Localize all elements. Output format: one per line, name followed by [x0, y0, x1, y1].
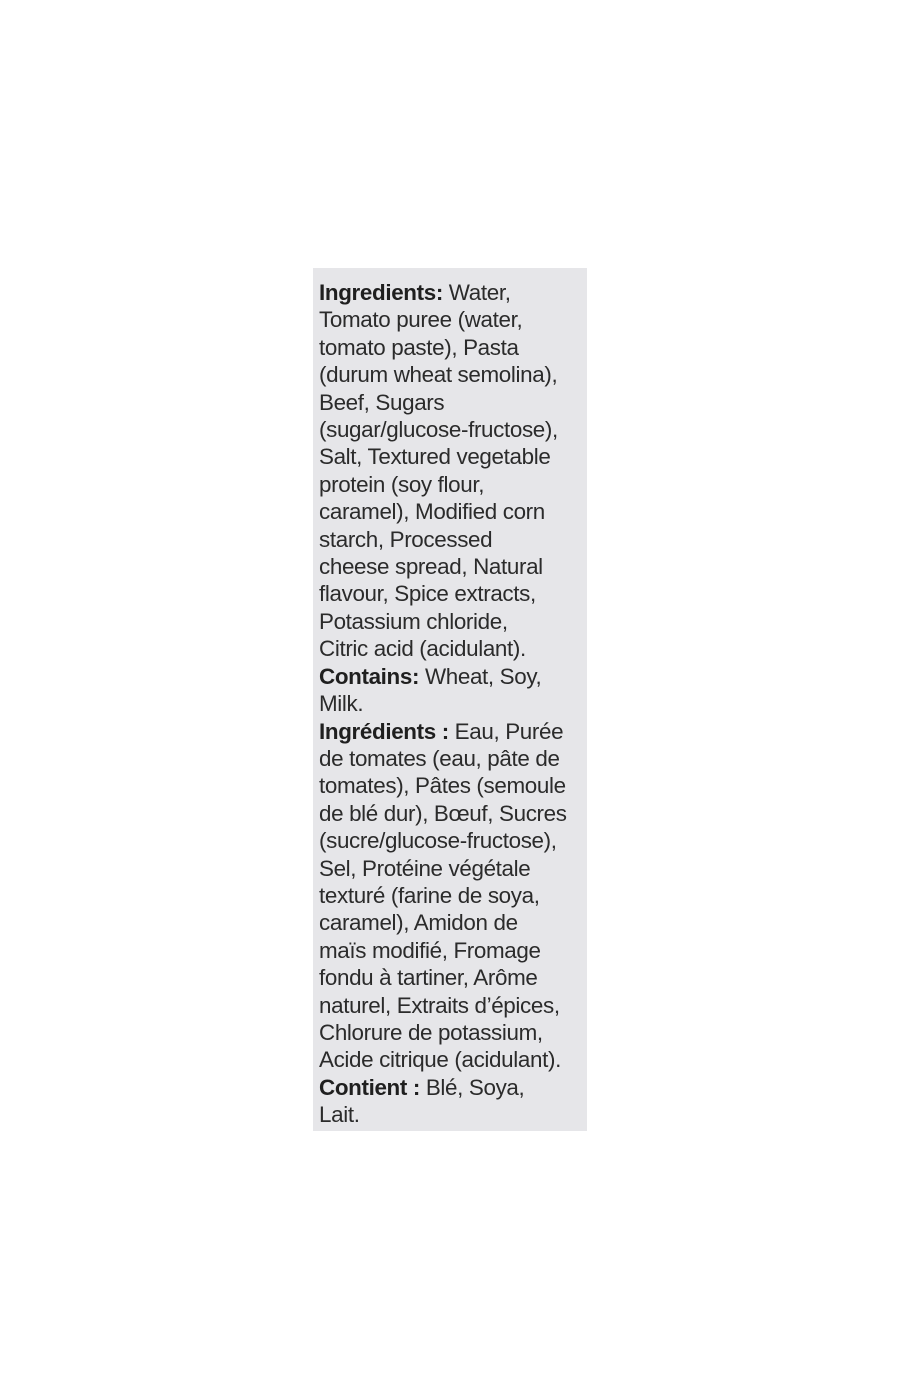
english-allergens-text: Wheat, Soy, Milk.	[319, 663, 542, 717]
english-ingredients	[319, 279, 587, 663]
french-ingredients-heading: Ingrédients :	[319, 718, 449, 744]
english-ingredients-heading: Ingredients:	[319, 280, 443, 305]
french-allergens	[319, 1074, 587, 1129]
english-allergens-heading: Contains:	[319, 663, 420, 689]
french-ingredients-text: Eau, Purée de tomates (eau, pâte de tomates), Pâtes (semoule de blé dur), Bœuf, Sucres (sucre/glucose-fructose), Sel, Protéine végétale texturé (farine de soya, caramel), Amidon de maïs modifié, Fromage fondu à tartiner, Arôme naturel, Extraits d’épices, Chlorure de potassium, Acide citrique (acidulant).	[319, 718, 567, 1073]
ingredients-label-panel	[313, 268, 587, 1131]
french-allergens-text: Blé, Soya, Lait.	[319, 1074, 525, 1128]
english-ingredients-text: Water, Tomato puree (water, tomato paste), Pasta (durum wheat semolina), Beef, Sugars (sugar/glucose-fructose), Salt, Textured vegetable protein (soy flour, caramel), Modified corn starch, Processed cheese spread, Natural flavour, Spice extracts, Potassium chloride, Citric acid (acidulant).	[319, 280, 558, 662]
french-ingredients	[319, 718, 587, 1074]
english-allergens	[319, 663, 587, 718]
french-allergens-heading: Contient :	[319, 1074, 420, 1100]
